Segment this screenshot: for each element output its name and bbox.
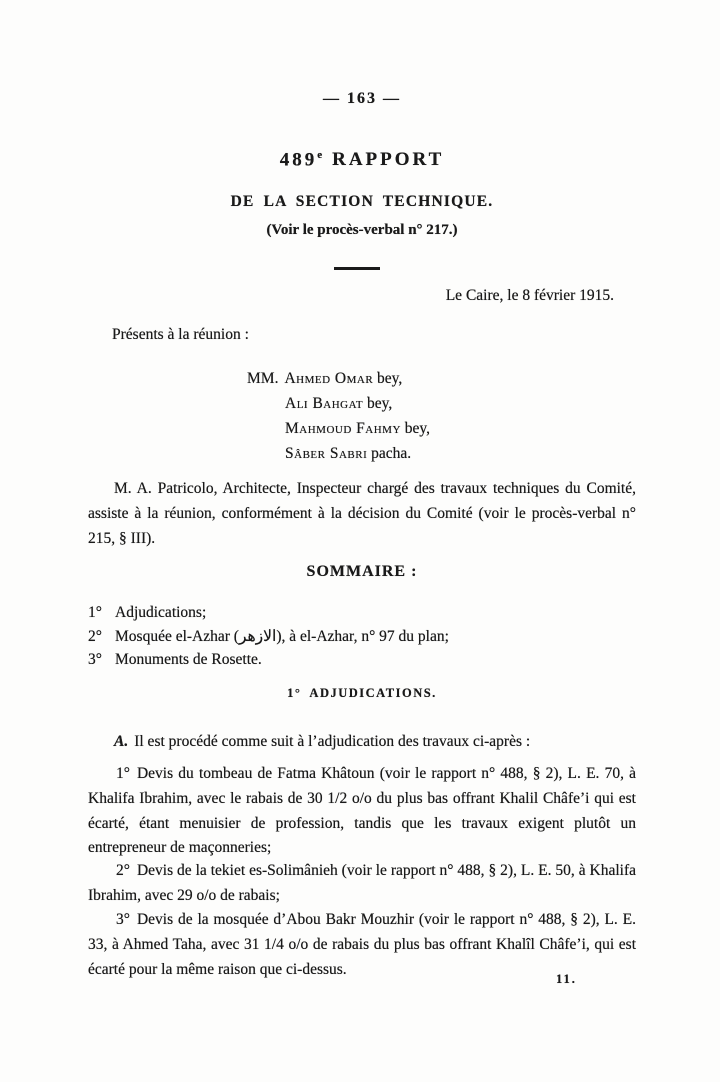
- section-intro-label: A.: [114, 733, 129, 750]
- sommaire-heading: SOMMAIRE :: [306, 563, 418, 580]
- member-title: bey,: [363, 395, 393, 412]
- paragraph-text: Devis de la mosquée d’Abou Bakr Mouzhir (voir le rapport n° 488, § 2), L. E. 33, à Ahmed Taha, avec 31 1/4 o/o de rabais du plus bas offrant Khalîl Châfe’i, qui est écarté pour la même raison que ci-dessus.: [88, 911, 636, 978]
- attendance-member: [247, 391, 567, 416]
- sommaire-item-text: Mosquée el-Azhar (الازهر), à el-Azhar, n° 97 du plan;: [115, 627, 449, 645]
- printer-signature: 11.: [556, 972, 577, 986]
- attendance-list: [247, 366, 567, 466]
- paragraph-number: 1°: [116, 765, 130, 782]
- sommaire-item: [88, 648, 636, 672]
- dateline: Le Caire, le 8 février 1915.: [445, 287, 614, 304]
- sommaire-item-text: Adjudications;: [115, 604, 207, 621]
- section-intro-text: Il est procédé comme suit à l’adjudication des travaux ci-après :: [134, 733, 531, 750]
- adjudication-paragraph-2: [88, 859, 636, 909]
- proces-verbal-reference: (Voir le procès-verbal n° 217.): [266, 222, 458, 238]
- sommaire-item-text: Monuments de Rosette.: [115, 651, 262, 668]
- paragraph-text: Devis du tombeau de Fatma Khâtoun (voir le rapport n° 488, § 2), L. E. 70, à Khalifa Ibrahim, avec le rabais de 30 1/2 o/o du plus bas offrant Khalil Châfe’i qui est écarté, étant menuisier de profession, tandis que les travaux exigent plutôt un entrepreneur de maçonneries;: [88, 765, 636, 857]
- separator-rule: [334, 267, 380, 270]
- sommaire-list: [88, 601, 636, 672]
- sommaire-item-number: 3°: [88, 651, 102, 668]
- paragraph-number: 3°: [116, 911, 130, 928]
- sommaire-item: [88, 625, 636, 649]
- sommaire-item-number: 1°: [88, 604, 102, 621]
- member-title: bey,: [373, 370, 403, 387]
- member-name: Ahmed Omar: [284, 370, 374, 387]
- section-heading-number: 1°: [287, 686, 302, 700]
- sommaire-item: [88, 601, 636, 625]
- report-title-number: 489: [279, 149, 318, 171]
- attendance-member: [247, 416, 567, 441]
- paragraph-number: 2°: [116, 862, 130, 879]
- paragraph-text: Devis de la tekiet es-Solimânieh (voir le rapport n° 488, § 2), L. E. 50, à Khalifa Ibrahim, avec 29 o/o de rabais;: [88, 862, 636, 904]
- report-title-word: RAPPORT: [332, 149, 445, 171]
- report-subtitle: DE LA SECTION TECHNIQUE.: [230, 193, 494, 210]
- report-title: [88, 149, 636, 171]
- attendance-note: M. A. Patricolo, Architecte, Inspecteur chargé des travaux techniques du Comité, assiste à la réunion, conformément à la décision du Comité (voir le procès-verbal n° 215, § III).: [88, 480, 636, 547]
- member-name: Ali Bahgat: [285, 395, 364, 412]
- report-title-ordinal: e: [317, 149, 323, 161]
- attendance-member: [247, 441, 567, 466]
- section-heading-text: ADJUDICATIONS.: [309, 686, 437, 700]
- member-name: Mahmoud Fahmy: [285, 420, 401, 437]
- adjudication-paragraph-3: [88, 908, 636, 982]
- adjudication-paragraph-1: [88, 762, 636, 861]
- member-title: pacha.: [367, 445, 412, 462]
- member-title: bey,: [400, 420, 431, 437]
- section-heading-adjudications: [88, 686, 636, 701]
- attendance-prefix: MM.: [247, 370, 279, 387]
- section-intro: [88, 733, 636, 751]
- sommaire-item-number: 2°: [88, 627, 102, 645]
- page-number: — 163 —: [323, 90, 401, 107]
- attendance-member: [247, 366, 567, 391]
- attendance-intro: Présents à la réunion :: [112, 326, 249, 343]
- member-name: Sâber Sabri: [285, 445, 368, 462]
